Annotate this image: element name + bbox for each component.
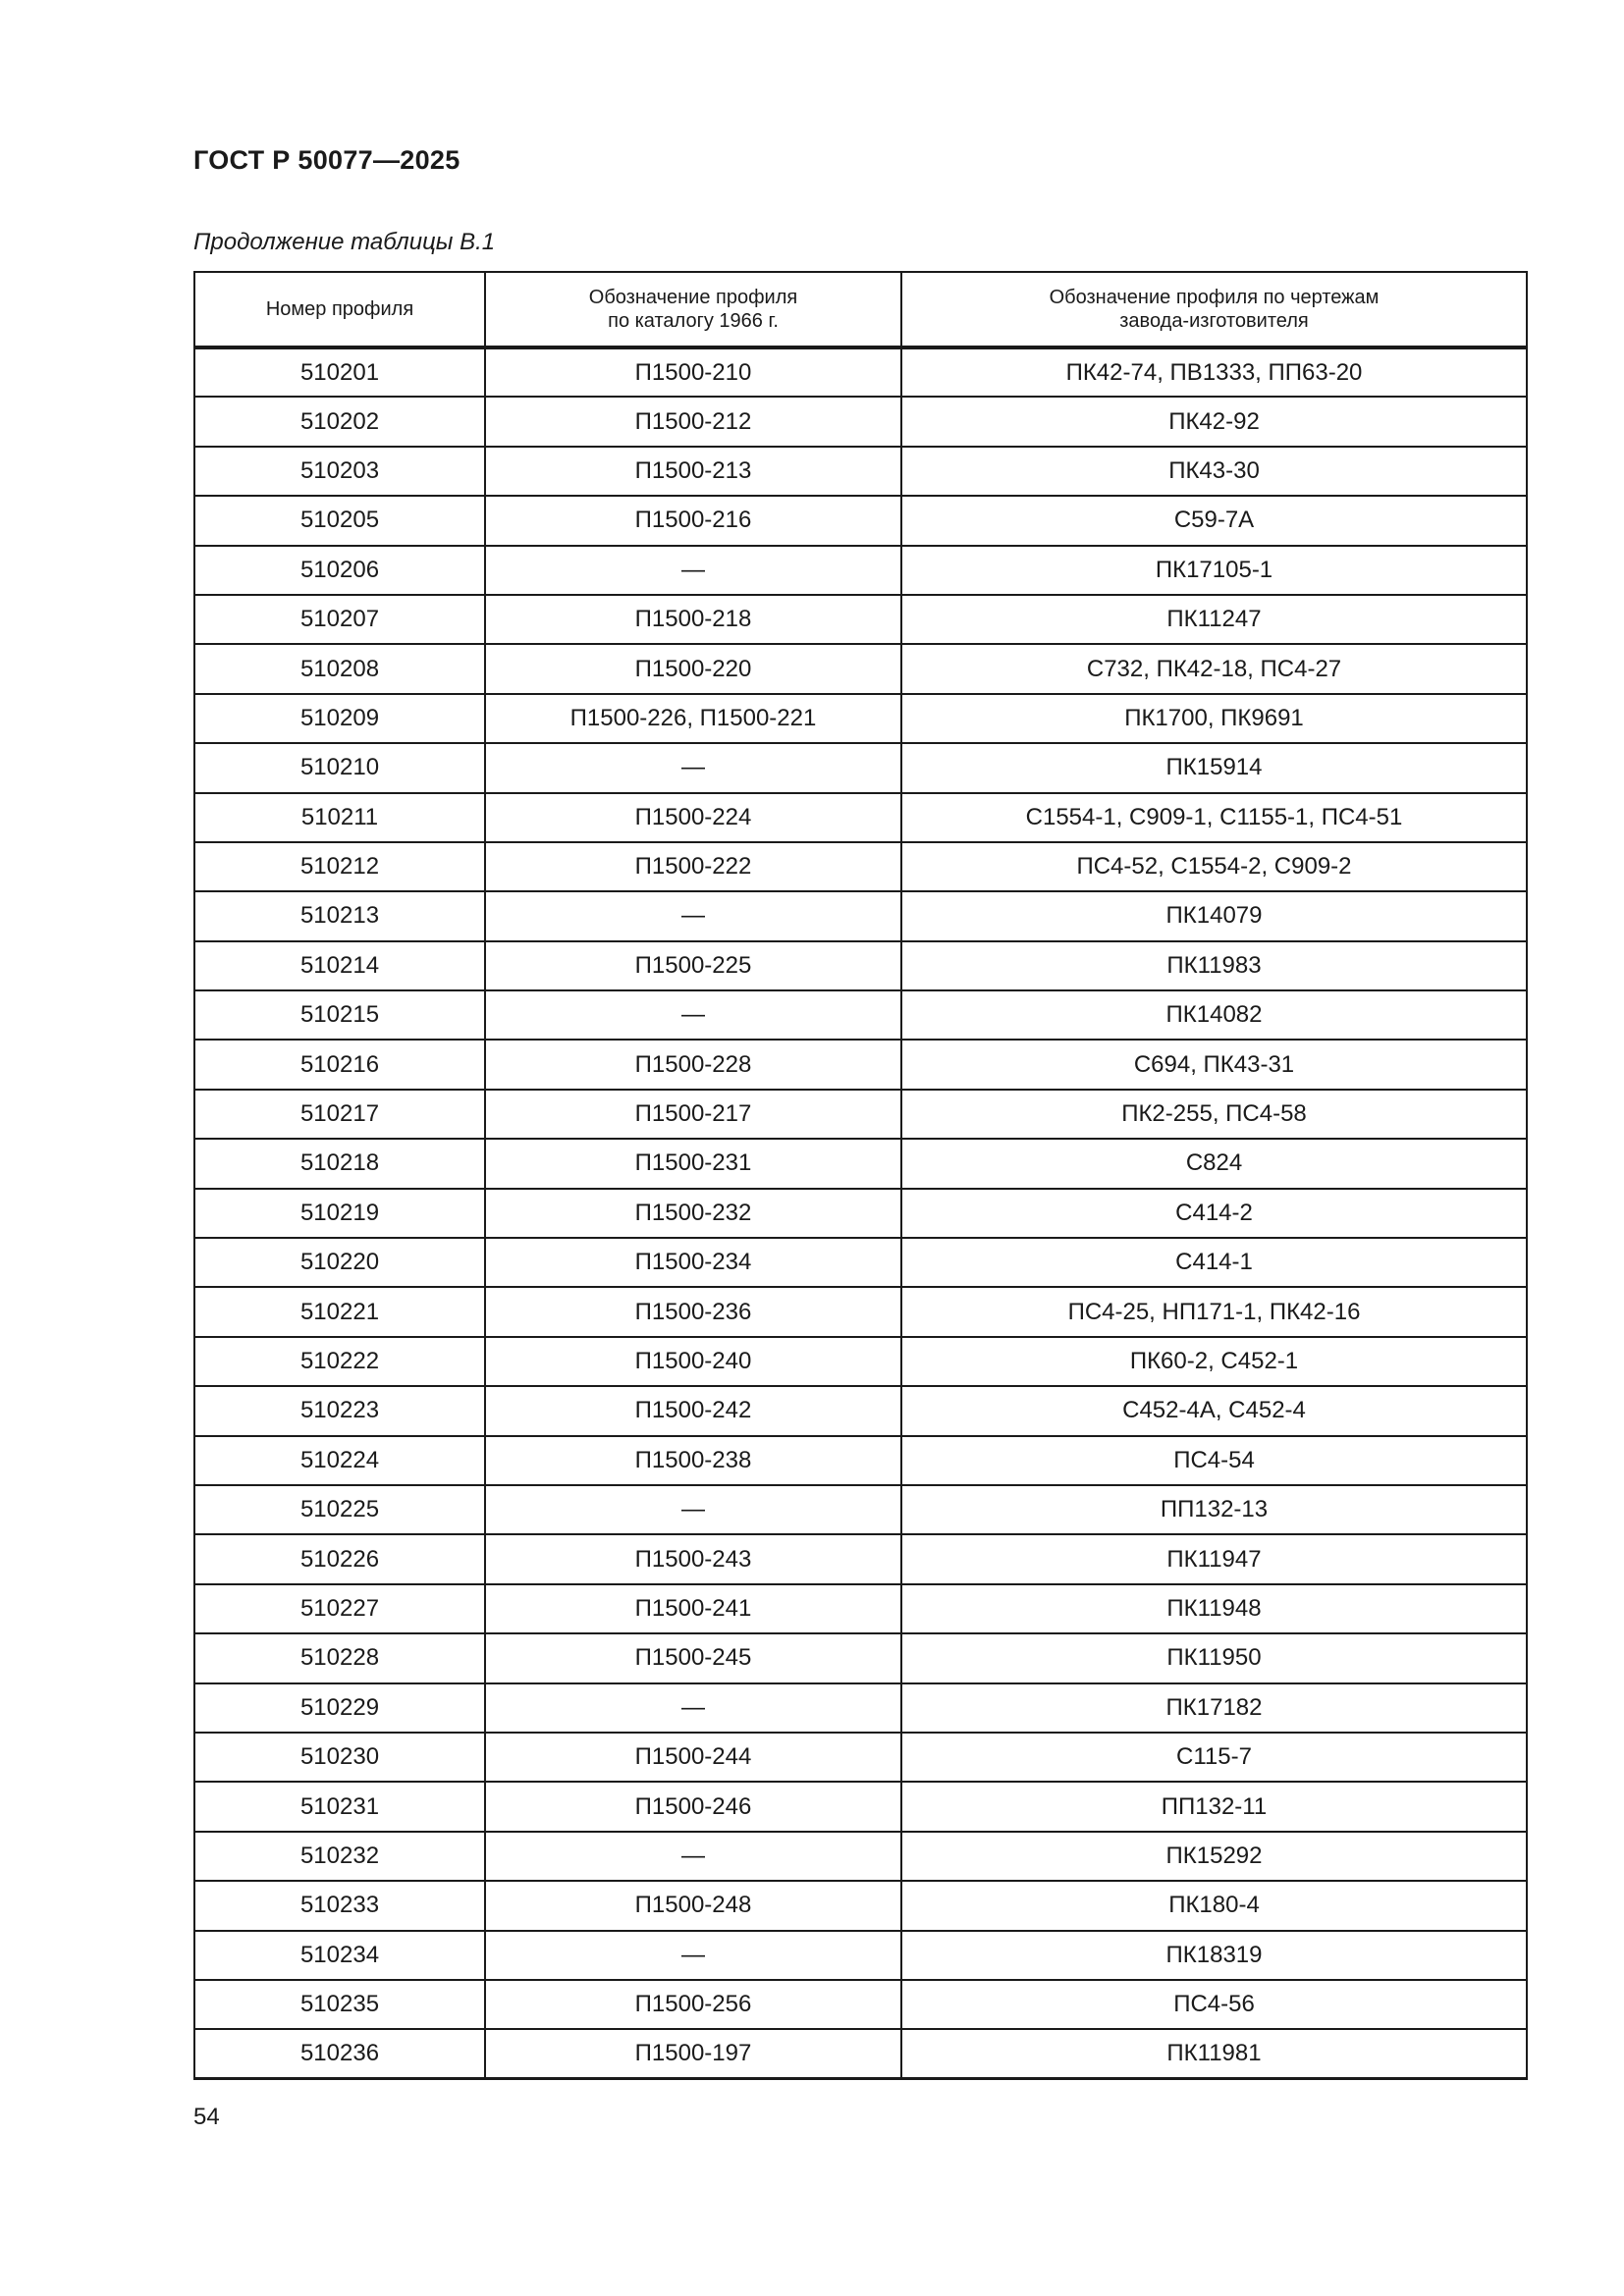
- cell-catalog-designation: —: [485, 990, 901, 1040]
- table-row: [194, 793, 1527, 842]
- cell-profile-number: 510227: [194, 1584, 485, 1633]
- cell-profile-number: 510219: [194, 1189, 485, 1238]
- cell-catalog-designation: —: [485, 1832, 901, 1881]
- cell-factory-designation: С414-1: [901, 1238, 1527, 1287]
- cell-profile-number: 510221: [194, 1287, 485, 1336]
- table-row: [194, 1337, 1527, 1386]
- cell-profile-number: 510217: [194, 1090, 485, 1139]
- cell-profile-number: 510223: [194, 1386, 485, 1435]
- column-header-factory-designation: [901, 272, 1527, 347]
- cell-catalog-designation: —: [485, 546, 901, 595]
- table-row: [194, 1436, 1527, 1485]
- table-row: [194, 397, 1527, 446]
- cell-catalog-designation: П1500-256: [485, 1980, 901, 2029]
- cell-catalog-designation: П1500-226, П1500-221: [485, 694, 901, 743]
- table-row: [194, 347, 1527, 397]
- cell-profile-number: 510207: [194, 595, 485, 644]
- cell-factory-designation: ПК60-2, С452-1: [901, 1337, 1527, 1386]
- cell-factory-designation: ПС4-52, С1554-2, С909-2: [901, 842, 1527, 891]
- cell-profile-number: 510208: [194, 644, 485, 693]
- cell-factory-designation: ПК14082: [901, 990, 1527, 1040]
- table-row: [194, 1584, 1527, 1633]
- cell-factory-designation: ПС4-54: [901, 1436, 1527, 1485]
- column-header-profile-number: [194, 272, 485, 347]
- cell-catalog-designation: П1500-241: [485, 1584, 901, 1633]
- column-header-catalog-designation: [485, 272, 901, 347]
- cell-profile-number: 510228: [194, 1633, 485, 1682]
- cell-profile-number: 510218: [194, 1139, 485, 1188]
- cell-catalog-designation: —: [485, 743, 901, 792]
- table-body: [194, 347, 1527, 2079]
- cell-factory-designation: ПК11947: [901, 1534, 1527, 1583]
- column-header-line: Обозначение профиля по чертежам: [1049, 287, 1380, 308]
- cell-catalog-designation: П1500-228: [485, 1040, 901, 1089]
- cell-profile-number: 510216: [194, 1040, 485, 1089]
- cell-factory-designation: ПК14079: [901, 891, 1527, 940]
- cell-factory-designation: ПС4-56: [901, 1980, 1527, 2029]
- cell-catalog-designation: П1500-224: [485, 793, 901, 842]
- cell-profile-number: 510209: [194, 694, 485, 743]
- cell-profile-number: 510214: [194, 941, 485, 990]
- cell-profile-number: 510222: [194, 1337, 485, 1386]
- cell-factory-designation: ПК180-4: [901, 1881, 1527, 1930]
- cell-factory-designation: ПК1700, ПК9691: [901, 694, 1527, 743]
- cell-catalog-designation: П1500-213: [485, 447, 901, 496]
- cell-catalog-designation: П1500-248: [485, 1881, 901, 1930]
- cell-factory-designation: ПК43-30: [901, 447, 1527, 496]
- cell-catalog-designation: П1500-240: [485, 1337, 901, 1386]
- cell-catalog-designation: П1500-231: [485, 1139, 901, 1188]
- document-designation: ГОСТ Р 50077—2025: [193, 145, 460, 175]
- cell-profile-number: 510231: [194, 1782, 485, 1831]
- cell-catalog-designation: —: [485, 1931, 901, 1980]
- cell-factory-designation: С115-7: [901, 1733, 1527, 1782]
- table-row: [194, 447, 1527, 496]
- cell-factory-designation: ПК11247: [901, 595, 1527, 644]
- column-header-line: по каталогу 1966 г.: [608, 310, 779, 332]
- cell-catalog-designation: П1500-218: [485, 595, 901, 644]
- cell-catalog-designation: П1500-234: [485, 1238, 901, 1287]
- cell-factory-designation: ПК17182: [901, 1683, 1527, 1733]
- table-row: [194, 743, 1527, 792]
- cell-profile-number: 510220: [194, 1238, 485, 1287]
- cell-catalog-designation: П1500-212: [485, 397, 901, 446]
- cell-catalog-designation: П1500-243: [485, 1534, 901, 1583]
- cell-factory-designation: ПП132-13: [901, 1485, 1527, 1534]
- table-row: [194, 1139, 1527, 1188]
- table-row: [194, 1633, 1527, 1682]
- cell-catalog-designation: П1500-222: [485, 842, 901, 891]
- cell-factory-designation: ПК11981: [901, 2029, 1527, 2078]
- cell-factory-designation: ПК42-92: [901, 397, 1527, 446]
- cell-profile-number: 510233: [194, 1881, 485, 1930]
- table-row: [194, 1040, 1527, 1089]
- table-row: [194, 694, 1527, 743]
- cell-catalog-designation: П1500-217: [485, 1090, 901, 1139]
- column-header-line: Номер профиля: [265, 298, 414, 320]
- cell-catalog-designation: П1500-210: [485, 347, 901, 397]
- table-row: [194, 1782, 1527, 1831]
- table-row: [194, 1980, 1527, 2029]
- cell-profile-number: 510201: [194, 347, 485, 397]
- table-row: [194, 990, 1527, 1040]
- table-row: [194, 1683, 1527, 1733]
- cell-profile-number: 510224: [194, 1436, 485, 1485]
- cell-factory-designation: ПК11948: [901, 1584, 1527, 1633]
- table-row: [194, 842, 1527, 891]
- cell-factory-designation: С1554-1, С909-1, С1155-1, ПС4-51: [901, 793, 1527, 842]
- cell-factory-designation: ПС4-25, НП171-1, ПК42-16: [901, 1287, 1527, 1336]
- cell-catalog-designation: —: [485, 891, 901, 940]
- cell-factory-designation: С59-7А: [901, 496, 1527, 545]
- table-row: [194, 1238, 1527, 1287]
- cell-factory-designation: ПК11983: [901, 941, 1527, 990]
- cell-factory-designation: ПК18319: [901, 1931, 1527, 1980]
- cell-catalog-designation: П1500-236: [485, 1287, 901, 1336]
- cell-factory-designation: С452-4А, С452-4: [901, 1386, 1527, 1435]
- cell-factory-designation: С824: [901, 1139, 1527, 1188]
- cell-profile-number: 510229: [194, 1683, 485, 1733]
- cell-profile-number: 510230: [194, 1733, 485, 1782]
- table-row: [194, 1881, 1527, 1930]
- cell-factory-designation: ПК17105-1: [901, 546, 1527, 595]
- table-row: [194, 1534, 1527, 1583]
- table-row: [194, 1287, 1527, 1336]
- cell-profile-number: 510210: [194, 743, 485, 792]
- profiles-table: [193, 271, 1528, 2080]
- cell-profile-number: 510236: [194, 2029, 485, 2078]
- page-number: 54: [193, 2104, 220, 2130]
- cell-profile-number: 510234: [194, 1931, 485, 1980]
- table-row: [194, 1733, 1527, 1782]
- table-row: [194, 1832, 1527, 1881]
- table-row: [194, 1485, 1527, 1534]
- column-header-line: Обозначение профиля: [588, 287, 798, 308]
- cell-catalog-designation: —: [485, 1485, 901, 1534]
- table-row: [194, 595, 1527, 644]
- cell-catalog-designation: П1500-197: [485, 2029, 901, 2078]
- cell-factory-designation: ПК15292: [901, 1832, 1527, 1881]
- column-header-line: завода-изготовителя: [1119, 310, 1309, 332]
- table-row: [194, 1386, 1527, 1435]
- table-row: [194, 941, 1527, 990]
- cell-profile-number: 510213: [194, 891, 485, 940]
- cell-factory-designation: С414-2: [901, 1189, 1527, 1238]
- cell-factory-designation: ПК11950: [901, 1633, 1527, 1682]
- cell-catalog-designation: П1500-216: [485, 496, 901, 545]
- cell-catalog-designation: П1500-246: [485, 1782, 901, 1831]
- cell-profile-number: 510235: [194, 1980, 485, 2029]
- cell-profile-number: 510232: [194, 1832, 485, 1881]
- cell-profile-number: 510211: [194, 793, 485, 842]
- cell-profile-number: 510226: [194, 1534, 485, 1583]
- table-header-row: [194, 272, 1527, 347]
- cell-factory-designation: ПП132-11: [901, 1782, 1527, 1831]
- cell-catalog-designation: П1500-232: [485, 1189, 901, 1238]
- cell-profile-number: 510203: [194, 447, 485, 496]
- table-row: [194, 891, 1527, 940]
- cell-catalog-designation: П1500-220: [485, 644, 901, 693]
- cell-profile-number: 510206: [194, 546, 485, 595]
- cell-factory-designation: ПК15914: [901, 743, 1527, 792]
- cell-factory-designation: С732, ПК42-18, ПС4-27: [901, 644, 1527, 693]
- table-row: [194, 1090, 1527, 1139]
- cell-catalog-designation: П1500-238: [485, 1436, 901, 1485]
- cell-factory-designation: ПК42-74, ПВ1333, ПП63-20: [901, 347, 1527, 397]
- table-row: [194, 1189, 1527, 1238]
- table-row: [194, 1931, 1527, 1980]
- table-row: [194, 496, 1527, 545]
- cell-profile-number: 510202: [194, 397, 485, 446]
- table-row: [194, 546, 1527, 595]
- table-row: [194, 2029, 1527, 2078]
- cell-profile-number: 510225: [194, 1485, 485, 1534]
- cell-catalog-designation: П1500-245: [485, 1633, 901, 1682]
- cell-catalog-designation: —: [485, 1683, 901, 1733]
- cell-profile-number: 510205: [194, 496, 485, 545]
- table-caption: Продолжение таблицы В.1: [193, 229, 496, 255]
- cell-profile-number: 510215: [194, 990, 485, 1040]
- cell-catalog-designation: П1500-225: [485, 941, 901, 990]
- cell-catalog-designation: П1500-242: [485, 1386, 901, 1435]
- table-row: [194, 644, 1527, 693]
- cell-factory-designation: С694, ПК43-31: [901, 1040, 1527, 1089]
- cell-catalog-designation: П1500-244: [485, 1733, 901, 1782]
- cell-factory-designation: ПК2-255, ПС4-58: [901, 1090, 1527, 1139]
- cell-profile-number: 510212: [194, 842, 485, 891]
